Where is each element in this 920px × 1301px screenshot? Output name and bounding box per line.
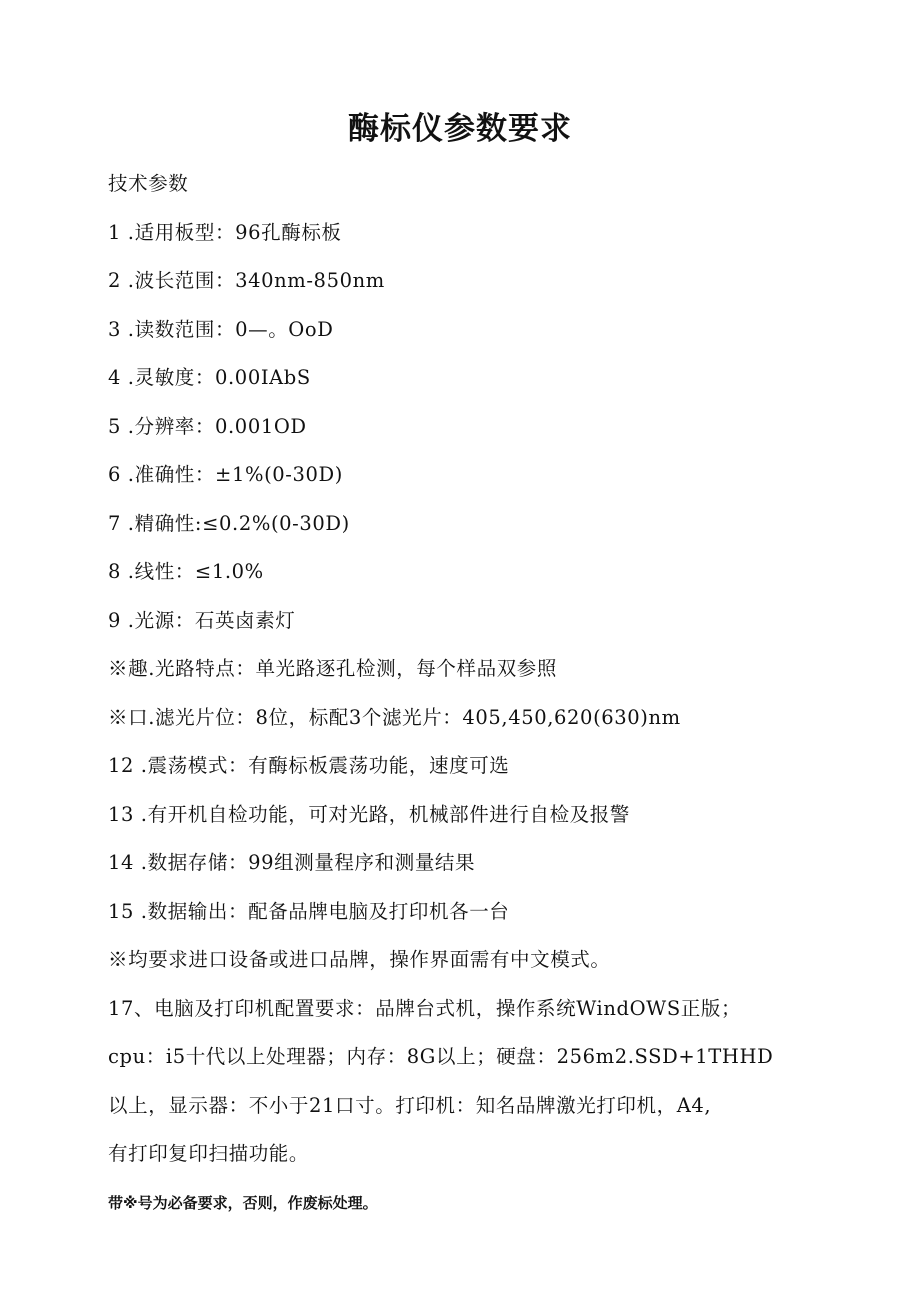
spec-line-14: 14 .数据存储：99组测量程序和测量结果 — [108, 851, 476, 874]
spec-line-17: 17、电脑及打印机配置要求：品牌台式机，操作系统WindOWS正版； — [108, 996, 742, 1020]
spec-line-16: ※均要求进口设备或进口品牌，操作界面需有中文模式。 — [108, 948, 611, 971]
spec-line-10: ※趣.光路特点：单光路逐孔检测，每个样品双参照 — [108, 657, 557, 680]
spec-line-12: 12 .震荡模式：有酶标板震荡功能，速度可选 — [108, 754, 510, 777]
section-heading: 技术参数 — [108, 172, 189, 195]
spec-line-4: 4 .灵敏度：0.00IAbS — [108, 366, 311, 389]
spec-line-9: 9 .光源：石英卤素灯 — [108, 608, 296, 632]
footnote: 带※号为必备要求，否则，作废标处理。 — [108, 1194, 378, 1212]
spec-line-7: 7 .精确性:≤0.2%(0-30D) — [108, 511, 350, 535]
spec-line-2: 2 .波长范围：340nm-850nm — [108, 269, 385, 292]
document-body — [108, 160, 828, 1179]
spec-line-8: 8 .线性：≤1.0% — [108, 560, 264, 583]
spec-line-15: 15 .数据输出：配备品牌电脑及打印机各一台 — [108, 899, 510, 923]
spec-line-3: 3 .读数范围：0—。OoD — [108, 317, 334, 341]
spec-line-17-cont-3: 有打印复印扫描功能。 — [108, 1142, 310, 1165]
spec-line-17-cont-2: 以上，显示器：不小于21口寸。打印机：知名品牌激光打印机，A4, — [108, 1093, 712, 1117]
spec-line-6: 6 .准确性：±1%(0-30D) — [108, 463, 343, 486]
spec-line-13: 13 .有开机自检功能，可对光路，机械部件进行自检及报警 — [108, 802, 631, 826]
spec-line-11: ※口.滤光片位：8位，标配3个滤光片：405,450,620(630)nm — [108, 705, 681, 729]
spec-line-5: 5 .分辨率：0.001OD — [108, 414, 307, 438]
document-title: 酶标仪参数要求 — [348, 111, 572, 147]
spec-line-1: 1 .适用板型：96孔酶标板 — [108, 220, 342, 244]
spec-line-17-cont-1: cpu：i5十代以上处理器；内存：8G以上；硬盘：256m2.SSD+1THHD — [108, 1045, 774, 1068]
